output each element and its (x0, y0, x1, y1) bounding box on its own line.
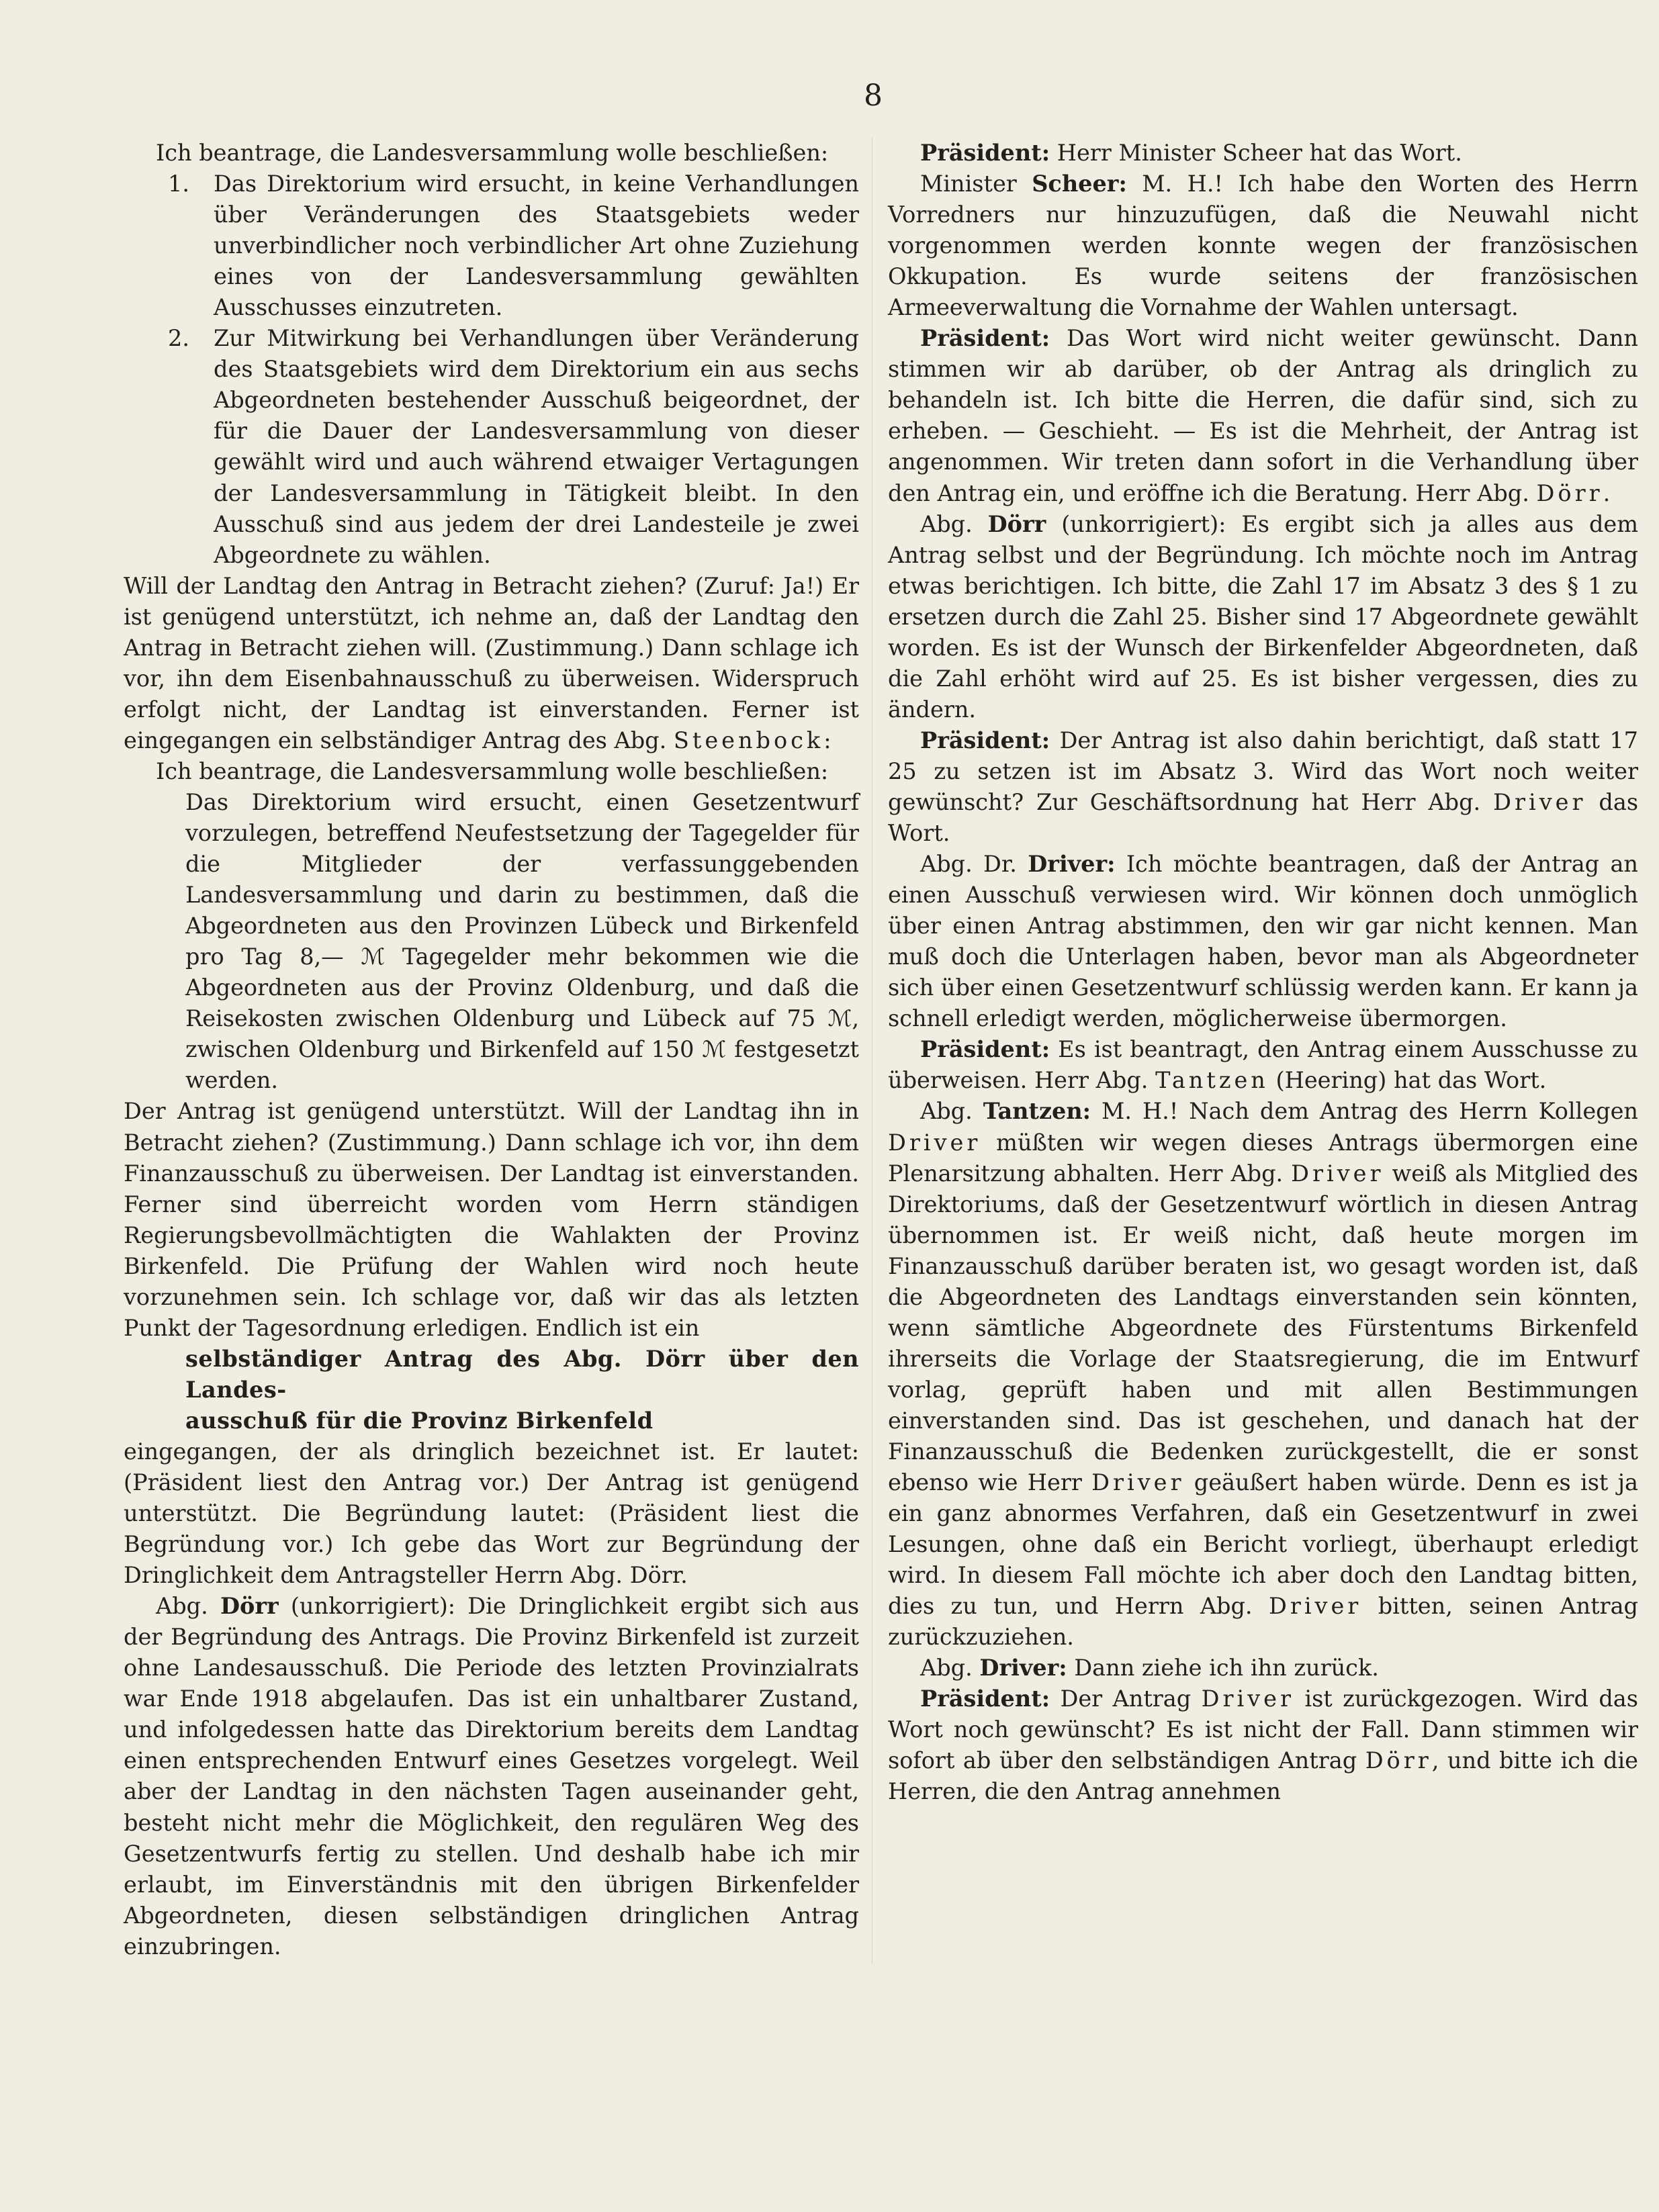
motion-text: Das Direktorium wird ersucht, einen Gesetzentwurf vorzulegen, betreffend Neufestsetzung der Tagegelder für die Mitglieder der verfassunggebenden Landesversammlung und darin zu bestimmen, daß die Abgeordneten aus den Provinzen Lübeck und Birkenfeld pro Tag 8,— ℳ Tagegelder mehr bekommen wie die Abgeordneten aus der Provinz Oldenburg, und daß die Reisekosten zwischen Oldenburg und Lübeck auf 75 ℳ, zwischen Oldenburg und Birkenfeld auf 150 ℳ festgesetzt werden. (185, 788, 859, 1094)
speaker-name: Präsident: (920, 140, 1050, 166)
speaker-name: Tantzen (1155, 1067, 1269, 1094)
speaker-name: Scheer: (1032, 171, 1127, 197)
motion-item-text: Das Direktorium wird ersucht, in keine Verhandlungen über Veränderungen des Staatsgebiets weder unverbindlicher noch verbindlicher Art ohne Zuziehung eines von der Landesversammlung gewählten Ausschusses einzutreten. (214, 171, 859, 321)
motion-item-text: Zur Mitwirkung bei Verhandlungen über Veränderung des Staatsgebiets wird dem Direktorium ein aus sechs Abgeordneten bestehender Ausschuß beigeordnet, der für die Dauer der Landesversammlung von dieser gewählt wird und auch während etwaiger Vertagungen der Landesversammlung in Tätigkeit bleibt. In den Ausschuß sind aus jedem der drei Landesteile je zwei Abgeordnete zu wählen. (214, 325, 859, 568)
speaker-name: Dörr (220, 1593, 279, 1620)
speech: Minister Scheer: M. H.! Ich habe den Worten des Herrn Vorredners nur hinzuzufügen, daß die Neuwahl nicht vorgenommen werden konnte wegen der französischen Okkupation. Es wurde seitens der französischen Armeeverwaltung die Vornahme der Wahlen untersagt. (888, 171, 1638, 321)
paragraph: Der Antrag ist genügend unterstützt. Will der Landtag ihn in Betracht ziehen? (Zustimmung.) Dann schlage ich vor, ihn dem Finanzausschuß zu überweisen. Der Landtag ist einverstanden. Ferner sind überreicht worden vom Herrn ständigen Regierungsbevollmächtigten die Wahlakten der Provinz Birkenfeld. Die Prüfung der Wahlen wird noch heute vorzunehmen sein. Ich schlage vor, daß wir das als letzten Punkt der Tagesordnung erledigen. Endlich ist ein (124, 1098, 859, 1341)
speaker-name: Präsident: (920, 727, 1050, 753)
speech: Abg. Tantzen: M. H.! Nach dem Antrag des Herrn Kollegen Driver müßten wir wegen dieses Antrags übermorgen eine Plenarsitzung abhalten. Herr Abg. Driver weiß als Mitglied des Direktoriums, daß der Gesetzentwurf wörtlich in diesen Antrag übernommen ist. Er weiß nicht, daß heute morgen im Finanzausschuß darüber beraten ist, wo gesagt worden ist, daß die Abgeordneten des Landtags einverstanden sein könnten, wenn sämtliche Abgeordnete des Fürstentums Birkenfeld ihrerseits die Vorlage der Staatsregierung, die im Entwurf vorlag, geprüft haben und mit allen Bestimmungen einverstanden sind. Das ist geschehen, und danach hat der Finanzausschuß die Bedenken zurückgestellt, die er sonst ebenso wie Herr Driver geäußert haben würde. Denn es ist ja ein ganz abnormes Verfahren, daß ein Gesetzentwurf in zwei Lesungen, ohne daß ein Bericht vorliegt, überhaupt erledigt wird. In diesem Fall möchte ich aber doch den Landtag bitten, dies zu tun, und Herrn Abg. Driver bitten, seinen Antrag zurückzuziehen. (888, 1098, 1639, 1651)
motion-item-1 (124, 169, 859, 323)
speech: Abg. Dörr (unkorrigiert): Die Dringlichkeit ergibt sich aus der Begründung des Antrags. Die Provinz Birkenfeld ist zurzeit ohne Landesausschuß. Die Periode des letzten Provinzialrats war Ende 1918 abgelaufen. Das ist ein unhaltbarer Zustand, und infolgedessen hatte das Direktorium bereits dem Landtag einen entsprechenden Entwurf eines Gesetzes vorgelegt. Weil aber der Landtag in den nächsten Tagen auseinander geht, besteht nicht mehr die Möglichkeit, den regulären Weg des Gesetzentwurfs fertig zu stellen. Und deshalb habe ich mir erlaubt, im Einverständnis mit den übrigen Birkenfelder Abgeordneten, diesen selbständigen dringlichen Antrag einzubringen. (124, 1593, 860, 1960)
speech: Präsident: Es ist beantragt, den Antrag einem Ausschusse zu überweisen. Herr Abg. Tantzen (Heering) hat das Wort. (888, 1036, 1638, 1094)
speaker-name: Präsident: (920, 1036, 1050, 1063)
speaker-name: Driver (1268, 1593, 1362, 1620)
speech: Abg. Dörr (unkorrigiert): Es ergibt sich ja alles aus dem Antrag selbst und der Begründung. Ich möchte noch im Antrag etwas berichtigen. Ich bitte, die Zahl 17 im Absatz 3 des § 1 zu ersetzen durch die Zahl 25. Bisher sind 17 Abgeordnete gewählt worden. Es ist der Wunsch der Birkenfelder Abgeordneten, daß die Zahl erhöht wird auf 25. Es ist bisher vergessen, dies zu ändern. (888, 510, 1638, 723)
motion-item-2 (124, 323, 859, 570)
motion-intro: Ich beantrage, die Landesversammlung wolle beschließen: (156, 140, 829, 166)
paragraph: Will der Landtag den Antrag in Betracht ziehen? (Zuruf: Ja!) Er ist genügend unterstützt, ich nehme an, daß der Landtag den Antrag in Betracht ziehen will. (Zustimmung.) Dann schlage ich vor, ihn dem Eisenbahnausschuß zu überweisen. Widerspruch erfolgt nicht, der Landtag ist einverstanden. Ferner ist eingegangen ein selbständiger Antrag des Abg. Steenbock: (124, 572, 859, 753)
speaker-name: Driver (888, 1129, 981, 1156)
speaker-name: Driver (1091, 1469, 1185, 1496)
speech: Abg. Driver: Dann ziehe ich ihn zurück. (920, 1655, 1379, 1681)
speech: Präsident: Der Antrag Driver ist zurückgezogen. Wird das Wort noch gewünscht? Es ist nicht der Fall. Dann stimmen wir sofort ab über den selbständigen Antrag Dörr, und bitte ich die Herren, die den Antrag annehmen (888, 1686, 1639, 1805)
page-number: 8 (864, 79, 883, 113)
speaker-name: Präsident: (920, 1686, 1050, 1712)
section-heading: ausschuß für die Provinz Birkenfeld (185, 1407, 654, 1434)
speaker-name: Dörr (1536, 479, 1603, 506)
motion-item-number: 1. (168, 171, 189, 197)
speaker-name: Driver: (1028, 851, 1116, 878)
speaker-name: Steenbock (673, 727, 824, 753)
right-column (888, 138, 1638, 1808)
speech: Präsident: Das Wort wird nicht weiter gewünscht. Dann stimmen wir ab darüber, ob der Antrag als dringlich zu behandeln ist. Ich bitte die Herren, die dafür sind, sich zu erheben. — Geschieht. — Es ist die Mehrheit, der Antrag ist angenommen. Wir treten dann sofort in die Verhandlung über den Antrag ein, und eröffne ich die Beratung. Herr Abg. Dörr. (888, 325, 1639, 506)
speaker-name: Dörr (987, 510, 1046, 537)
left-column (124, 138, 859, 1962)
paragraph: eingegangen, der als dringlich bezeichnet ist. Er lautet: (Präsident liest den Antrag vor.) Der Antrag ist genügend unterstützt. Die Begründung lautet: (Präsident liest die Begründung vor.) Ich gebe das Wort zur Begründung der Dringlichkeit dem Antragsteller Herrn Abg. Dörr. (124, 1438, 859, 1589)
speaker-name: Driver (1291, 1160, 1384, 1187)
speaker-name: Präsident: (920, 325, 1050, 352)
speaker-name: Driver: (979, 1655, 1067, 1681)
motion-item-number: 2. (168, 325, 189, 352)
speaker-name: Dörr (1365, 1747, 1432, 1774)
speech: Präsident: Der Antrag ist also dahin berichtigt, daß statt 17 25 zu setzen ist im Absatz 3. Wird das Wort noch weiter gewünscht? Zur Geschäftsordnung hat Herr Abg. Driver das Wort. (888, 727, 1639, 847)
speaker-name: Driver (1493, 788, 1586, 815)
speech: Abg. Dr. Driver: Ich möchte beantragen, daß der Antrag an einen Ausschuß verwiesen wird. Wir können doch unmöglich über einen Antrag abstimmen, den wir gar nicht kennen. Man muß doch die Unterlagen haben, bevor man als Abgeordneter sich über einen Gesetzentwurf schlüssig werden kann. Er kann ja schnell erledigt werden, möglicherweise übermorgen. (888, 851, 1638, 1032)
speaker-name: Driver (1201, 1686, 1294, 1712)
section-heading: selbständiger Antrag des Abg. Dörr über den Landes- (185, 1345, 859, 1403)
speech: Präsident: Herr Minister Scheer hat das Wort. (920, 140, 1462, 166)
speaker-name: Tantzen: (983, 1098, 1091, 1125)
motion-intro: Ich beantrage, die Landesversammlung wolle beschließen: (156, 757, 829, 784)
